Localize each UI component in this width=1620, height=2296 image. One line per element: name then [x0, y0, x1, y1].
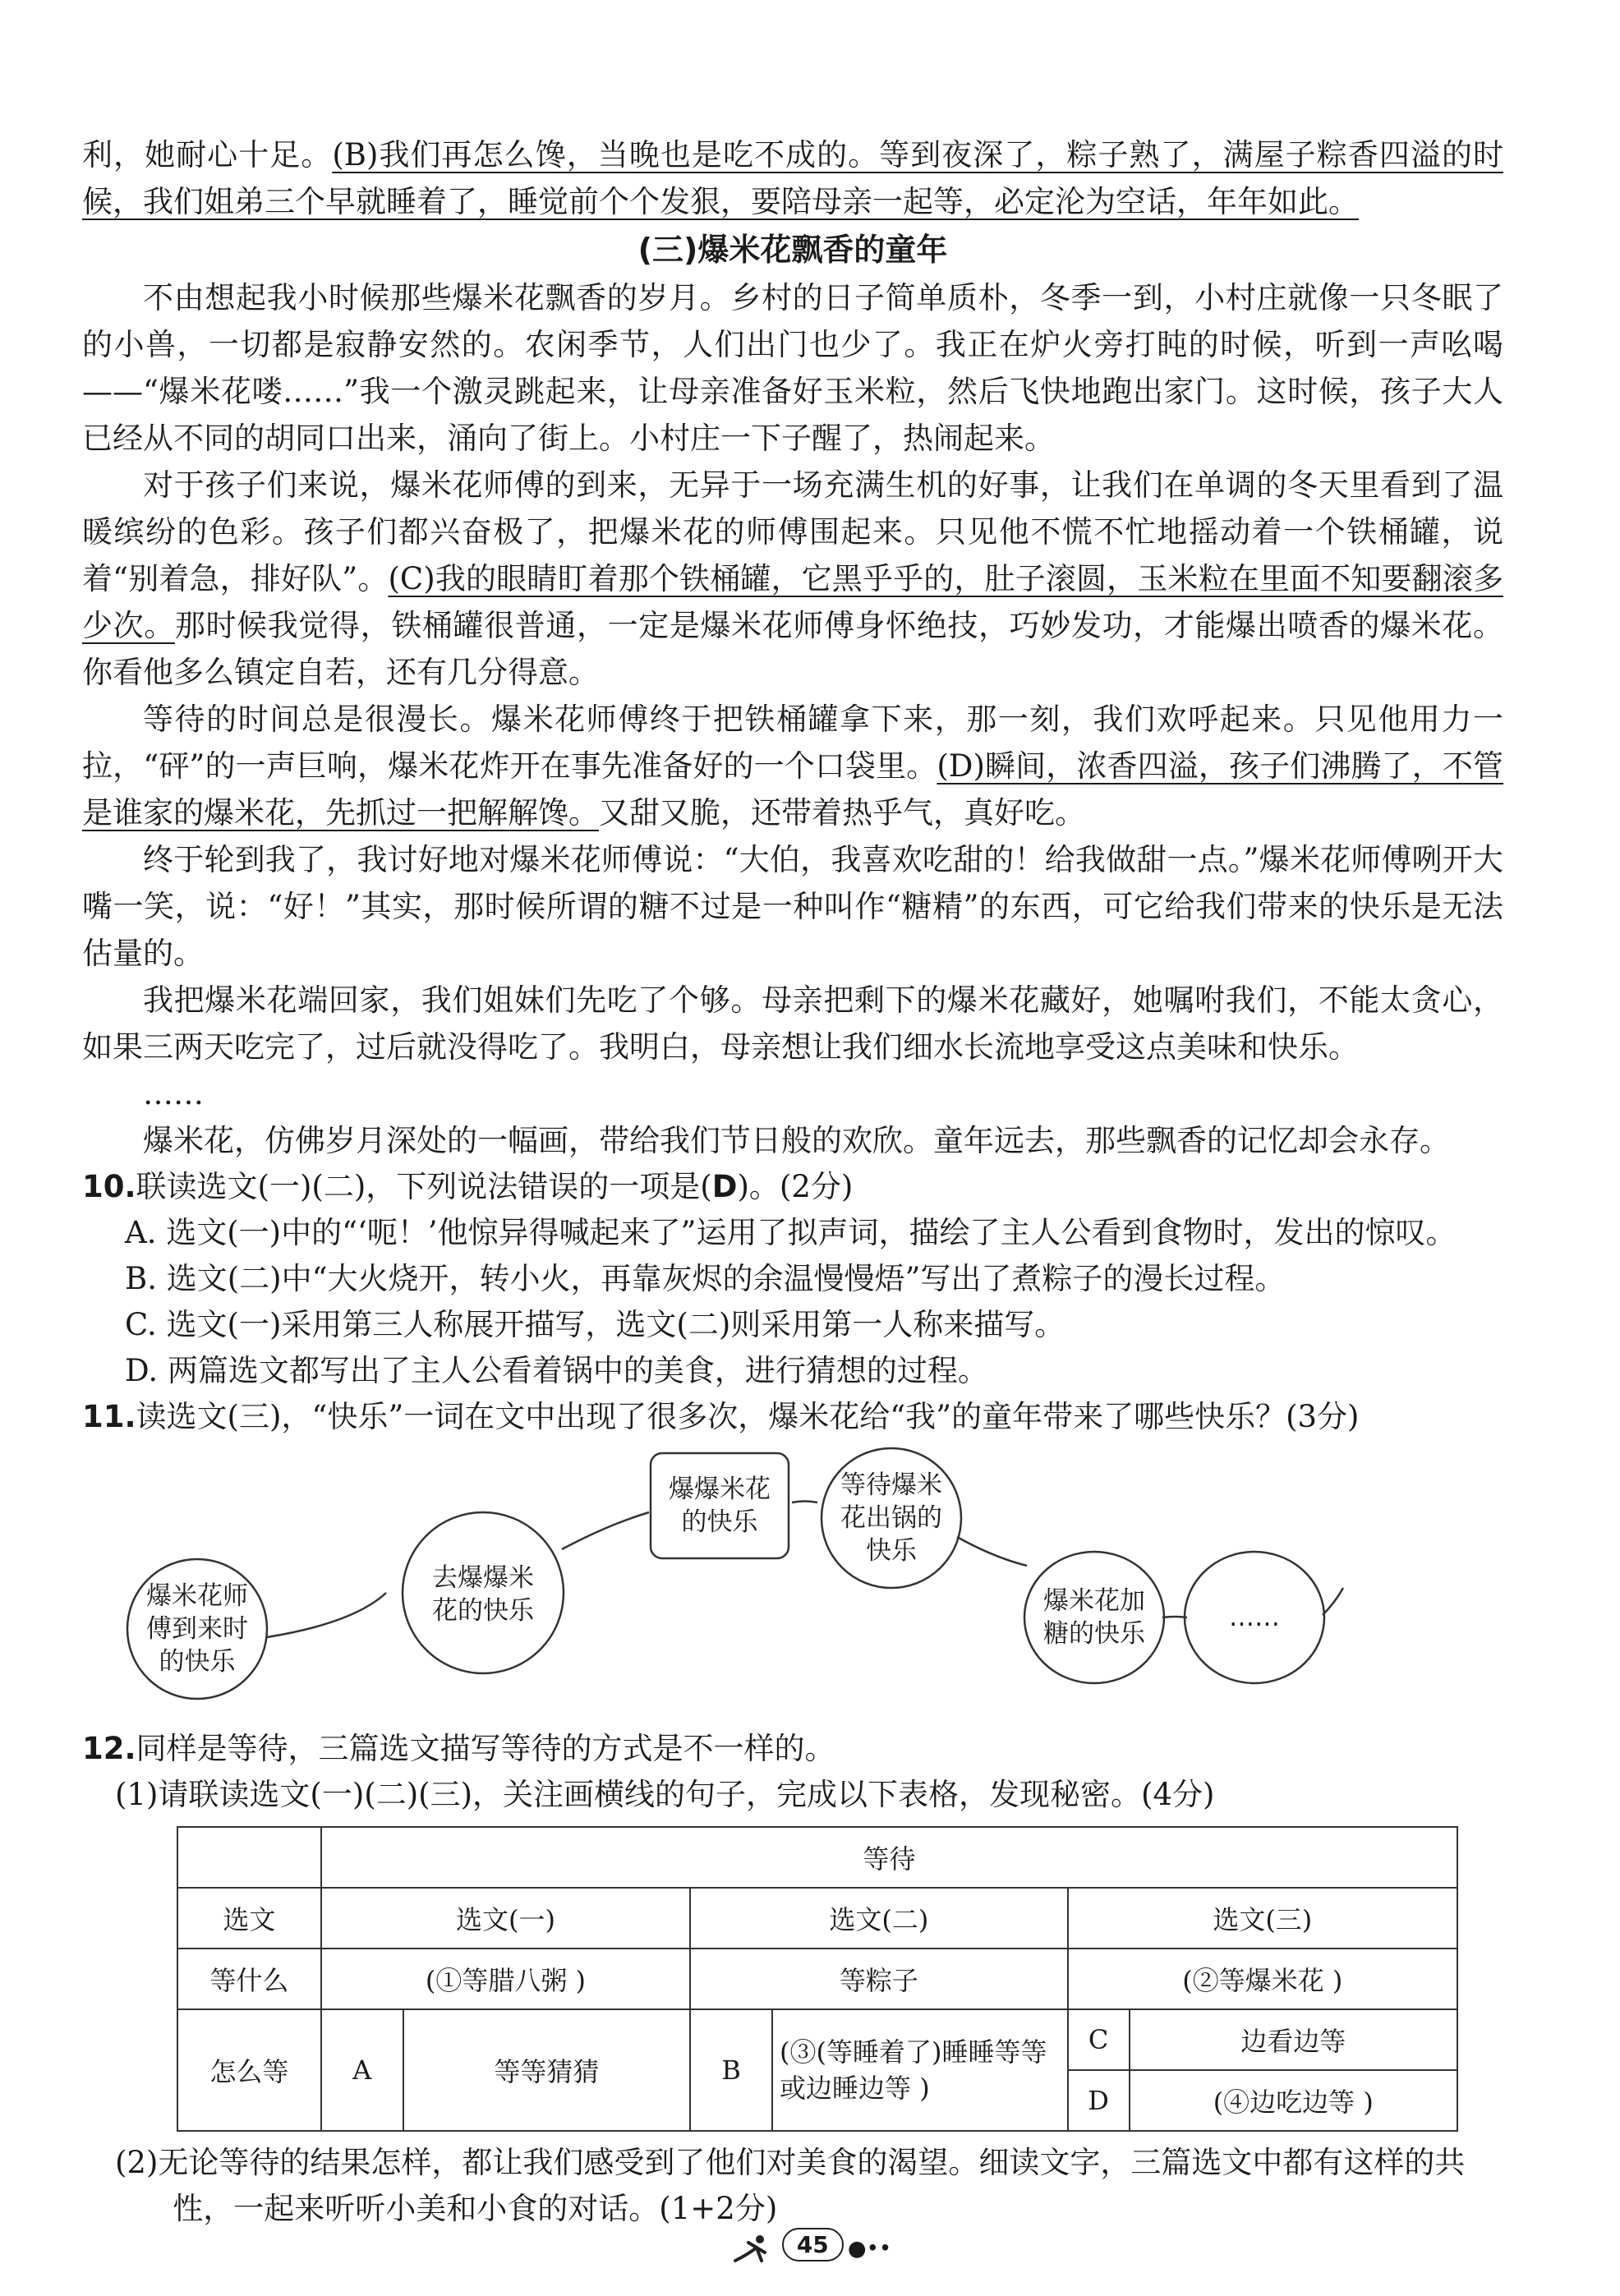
connector-line	[792, 1502, 817, 1503]
connector-line	[1323, 1588, 1343, 1615]
table-cell: A	[321, 2009, 403, 2131]
table-row	[177, 2009, 1457, 2070]
row-label: 选文	[177, 1888, 321, 1949]
node-popping: 爆爆米花的快乐	[669, 1475, 771, 1537]
diagram-lines	[82, 1447, 1503, 1718]
paragraph-5: 我把爆米花端回家，我们姐妹们先吃了个够。母亲把剩下的爆米花藏好，她嘱咐我们，不能太贪心，如果三两天吃完了，过后就没得吃了。我明白，母亲想让我们细水长流地享受这点美味和快乐。	[82, 982, 1503, 1065]
table-cell: 等粽子	[690, 1949, 1067, 2009]
table-cell	[177, 1827, 321, 1888]
answer-cell: (③(等睡着了)睡睡等等或边睡边等 )	[772, 2009, 1068, 2131]
connector-line	[957, 1537, 1027, 1566]
node-waiting: 等待爆米花出锅的快乐	[840, 1470, 942, 1566]
answer-cell: (②等爆米花 )	[1068, 1949, 1457, 2009]
question-10	[82, 1164, 1503, 1210]
answer-cell: (④边吃边等 )	[1130, 2070, 1457, 2131]
node-more: ……	[1229, 1603, 1280, 1632]
column-header: 选文(二)	[690, 1888, 1067, 1949]
paragraph-3	[82, 696, 1503, 836]
underlined-sentence-b: (B)我们再怎么馋，当晚也是吃不成的。等到夜深了，粽子熟了，满屋子粽香四溢的时候，我们姐弟三个早就睡着了，睡觉前个个发狠，要陪母亲一起等，必定沦为空话，年年如此。	[82, 137, 1504, 219]
table-row	[177, 1949, 1457, 2009]
underlined-sentence-d: (D)瞬间，浓香四溢，孩子们沸腾了，不管是谁家的爆米花，先抓过一把解解馋。	[82, 748, 1503, 831]
paragraph-2	[82, 462, 1503, 696]
happiness-chain-diagram	[82, 1447, 1503, 1718]
table-row	[177, 1888, 1457, 1949]
question-stem: 同样是等待，三篇选文描写等待的方式是不一样的。	[136, 1731, 835, 1766]
table-cell: B	[690, 2009, 772, 2131]
connector-line	[267, 1593, 386, 1637]
node-add-sugar: 爆米花加糖的快乐	[1043, 1586, 1145, 1649]
page-footer	[0, 2228, 1620, 2266]
node-go-pop: 去爆爆米花的快乐	[432, 1563, 534, 1626]
dots-decoration: ●••	[847, 2236, 892, 2261]
page-content	[82, 131, 1503, 2232]
paragraph-4: 终于轮到我了，我讨好地对爆米花师傅说：“大伯，我喜欢吃甜的！给我做甜一点。”爆米花师傅咧开大嘴一笑，说：“好！”其实，那时候所谓的糖不过是一种叫作“糖精”的东西，可它给我们带来的快乐是无法估量的。	[82, 842, 1503, 971]
answer-fill: D	[711, 1169, 738, 1204]
column-header: 选文(三)	[1068, 1888, 1457, 1949]
question-stem: )。(2分)	[737, 1169, 854, 1204]
section-title: (三)爆米花飘香的童年	[637, 232, 948, 268]
connector-line	[562, 1512, 649, 1549]
ellipsis-line: ……	[143, 1076, 204, 1111]
text-plain: 那时候我觉得，铁桶罐很普通，一定是爆米花师傅身怀绝技，巧妙发功，才能爆出喷香的爆米花。你看他多么镇定自若，还有几分得意。	[82, 608, 1504, 690]
subquestion-1: (1)请联读选文(一)(二)(三)，关注画横线的句子，完成以下表格，发现秘密。(4分)	[115, 1777, 1215, 1812]
text-plain: 等待的时间总是很漫长。爆米花师傅终于把铁桶罐拿下来，那一刻，我们欢呼起来。只见他用力一拉，“砰”的一声巨响，爆米花炸开在事先准备好的一个口袋里。	[82, 702, 1503, 784]
question-12	[82, 1726, 1503, 1772]
paragraph-6: 爆米花，仿佛岁月深处的一幅画，带给我们节日般的欢欣。童年远去，那些飘香的记忆却会永存。	[143, 1123, 1450, 1158]
node-master-arrives: 爆米花师傅到来时的快乐	[146, 1581, 248, 1677]
question-stem: 读选文(三)，“快乐”一词在文中出现了很多次，爆米花给“我”的童年带来了哪些快乐？(3分)	[136, 1399, 1360, 1434]
answer-cell: (①等腊八粥 )	[321, 1949, 690, 2009]
row-label: 怎么等	[177, 2009, 321, 2131]
page-number: 45	[782, 2228, 844, 2261]
paragraph-1: 不由想起我小时候那些爆米花飘香的岁月。乡村的日子简单质朴，冬季一到，小村庄就像一只冬眠了的小兽，一切都是寂静安然的。农闲季节，人们出门也少了。我正在炉火旁打盹的时候，听到一声吆喝——“爆米花喽……”我一个激灵跳起来，让母亲准备好玉米粒，然后飞快地跑出家门。这时候，孩子大人已经从不同的胡同口出来，涌向了街上。小村庄一下子醒了，热闹起来。	[82, 280, 1503, 456]
question-stem: 联读选文(一)(二)，下列说法错误的一项是(	[136, 1169, 712, 1204]
table-row	[177, 1827, 1457, 1888]
question-11	[82, 1394, 1503, 1440]
table-cell: 边看边等	[1130, 2009, 1457, 2070]
table-header: 等待	[321, 1827, 1457, 1888]
subquestion-2: (2)无论等待的结果怎样，都让我们感受到了他们对美食的渴望。细读文字，三篇选文中都有这样的共性，一起来听听小美和小食的对话。(1+2分)	[115, 2145, 1466, 2226]
option-b: B. 选文(二)中“大火烧开，转小火，再靠灰烬的余温慢慢焐”写出了煮粽子的漫长过程。	[125, 1261, 1286, 1296]
text-plain: 又甜又脆，还带着热乎气，真好吃。	[599, 795, 1085, 831]
column-header: 选文(一)	[321, 1888, 690, 1949]
waiting-table	[177, 1826, 1458, 2132]
question-number: 11.	[82, 1399, 136, 1434]
underlined-sentence-c: (C)我的眼睛盯着那个铁桶罐，它黑乎乎的，肚子滚圆，玉米粒在里面不知要翻滚多少次。	[82, 561, 1503, 643]
table-cell: C	[1068, 2009, 1130, 2070]
option-a: A. 选文(一)中的“‘呃！’他惊异得喊起来了”运用了拟声词，描绘了主人公看到食物时，发出的惊叹。	[125, 1215, 1457, 1250]
option-c: C. 选文(一)采用第三人称展开描写，选文(二)则采用第一人称来描写。	[125, 1307, 1065, 1342]
continued-paragraph	[82, 131, 1503, 225]
table-cell: D	[1068, 2070, 1130, 2131]
table-cell: 等等猜猜	[403, 2009, 690, 2131]
question-number: 12.	[82, 1731, 136, 1766]
option-d: D. 两篇选文都写出了主人公看着锅中的美食，进行猜想的过程。	[125, 1353, 988, 1388]
text-plain: 利，她耐心十足。	[82, 137, 333, 173]
text-plain: 对于孩子们来说，爆米花师傅的到来，无异于一场充满生机的好事，让我们在单调的冬天里看到了温暖缤纷的色彩。孩子们都兴奋极了，把爆米花的师傅围起来。只见他不慌不忙地摇动着一个铁桶罐，说着“别着急，排好队”。	[82, 467, 1503, 596]
row-label: 等什么	[177, 1949, 321, 2009]
question-number: 10.	[82, 1169, 136, 1204]
runner-icon	[729, 2233, 778, 2266]
